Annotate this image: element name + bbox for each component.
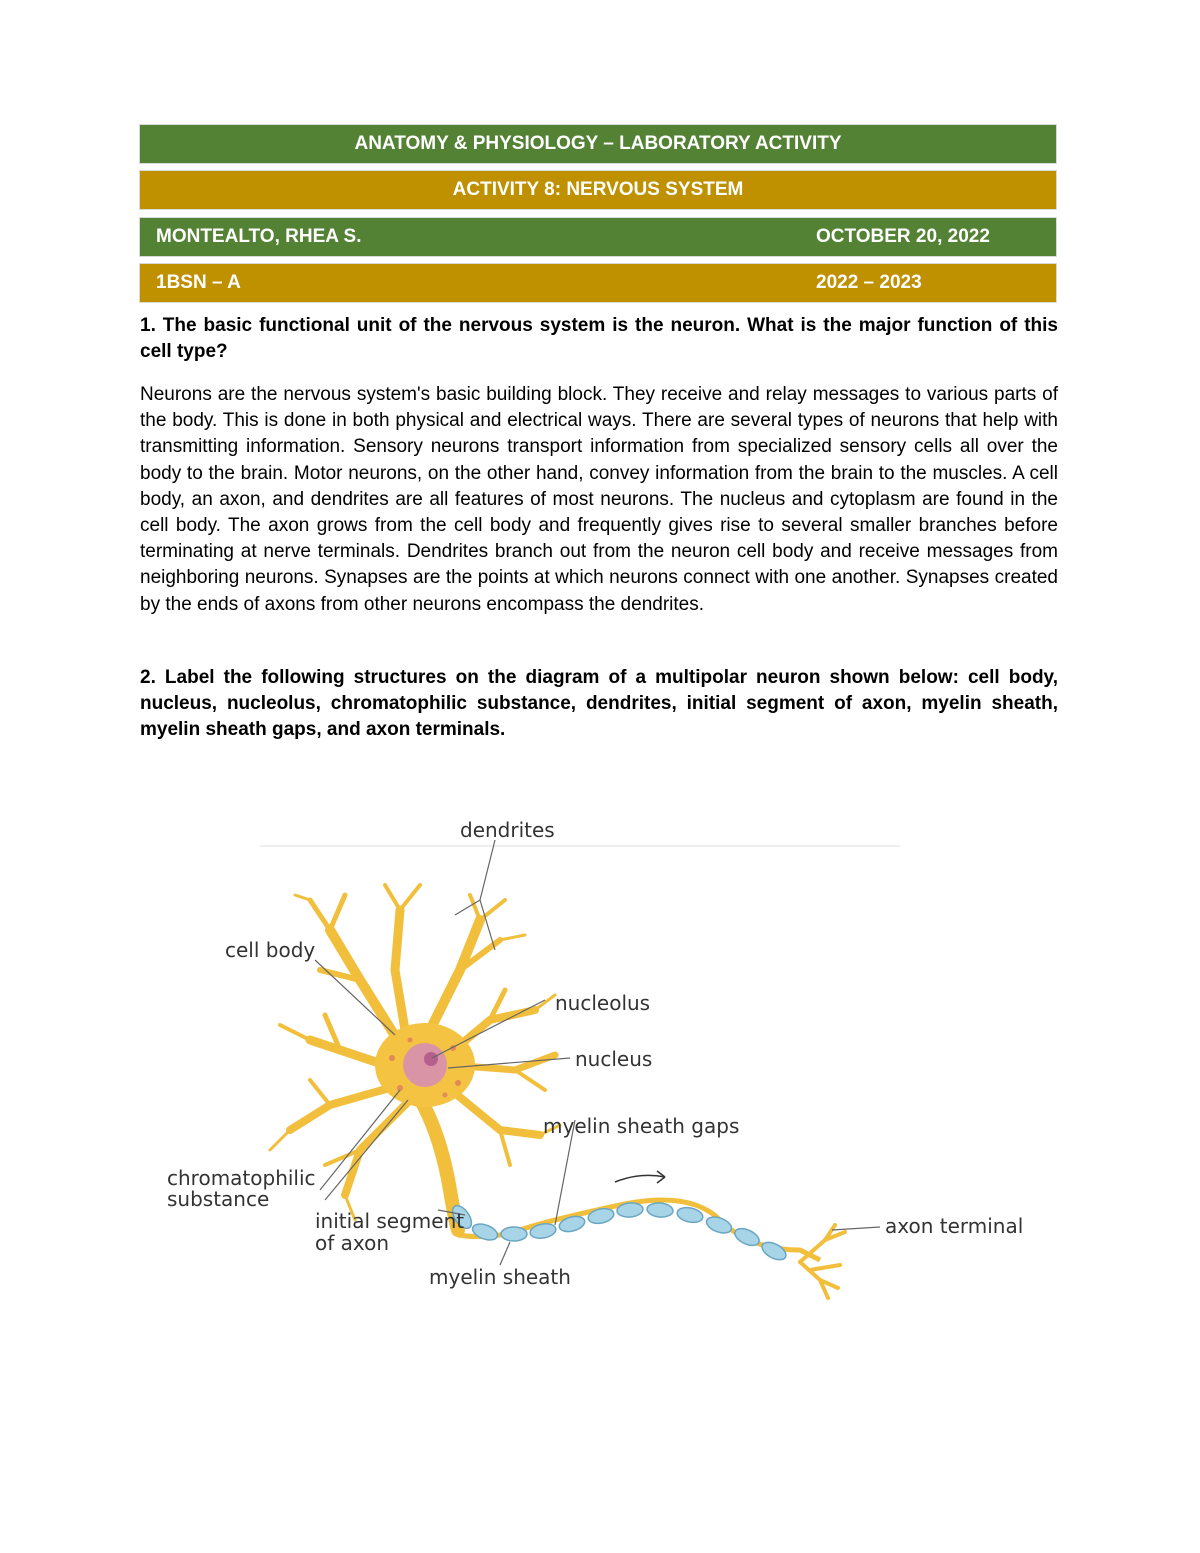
section: 1BSN – A xyxy=(156,272,241,293)
answer-1: Neurons are the nervous system's basic building block. They receive and relay messages to various parts of the body. This is done in both physical and electrical ways. There are several types of neurons that help with transmitting information. Sensory neurons transport information from specialized sensory cells all over the body to the brain. Motor neurons, on the other hand, convey information from the brain to the muscles. A cell body, an axon, and dendrites are all features of most neurons. The nucleus and cytoplasm are found in the cell body. The axon grows from the cell body and frequently gives rise to several smaller branches before terminating at nerve terminals. Dendrites branch out from the neuron cell body and receive messages from neighboring neurons. Synapses are the points at which neurons connect with one another. Synapses created by the ends of axons from other neurons encompass the dendrites. xyxy=(140,384,1058,615)
nucleolus-shape xyxy=(424,1052,438,1066)
student-name: MONTEALTO, RHEA S. xyxy=(156,226,362,247)
course-title: ANATOMY & PHYSIOLOGY – LABORATORY ACTIVITY xyxy=(354,133,842,154)
label-chromatophilic-2: substance xyxy=(167,1187,270,1211)
nucleus-shape xyxy=(403,1043,447,1087)
label-nucleolus: nucleolus xyxy=(555,991,651,1015)
question-2: 2. Label the following structures on the diagram of a multipolar neuron shown below: cell body, nucleus, nucleolus, chromatophilic substance, dendrites, initial segment of axon, myelin sheath, myelin sheath gaps, and axon terminals. xyxy=(140,667,1058,740)
activity-date: OCTOBER 20, 2022 xyxy=(816,226,990,247)
label-myelin-sheath: myelin sheath xyxy=(429,1265,571,1289)
question-1: 1. The basic functional unit of the nervous system is the neuron. What is the major function of this cell type? xyxy=(140,315,1058,362)
section-info-bar xyxy=(139,263,1057,303)
label-initial-segment-2: of axon xyxy=(315,1231,390,1255)
axon-terminal-branches xyxy=(800,1225,845,1298)
student-info-bar xyxy=(139,217,1057,257)
conduction-direction-arrow xyxy=(615,1171,665,1183)
activity-title-bar xyxy=(139,170,1057,210)
neuron-diagram xyxy=(160,800,1040,1320)
label-chromatophilic-1: chromatophilic xyxy=(167,1166,316,1190)
school-year: 2022 – 2023 xyxy=(816,272,922,293)
label-initial-segment-1: initial segment xyxy=(315,1209,465,1233)
activity-title: ACTIVITY 8: NERVOUS SYSTEM xyxy=(452,179,744,200)
label-axon-terminal: axon terminal xyxy=(885,1214,1024,1238)
course-title-bar xyxy=(139,124,1057,164)
label-dendrites: dendrites xyxy=(460,818,555,842)
label-nucleus: nucleus xyxy=(575,1047,653,1071)
label-myelin-sheath-gaps: myelin sheath gaps xyxy=(543,1114,740,1138)
label-cell-body: cell body xyxy=(225,938,316,962)
